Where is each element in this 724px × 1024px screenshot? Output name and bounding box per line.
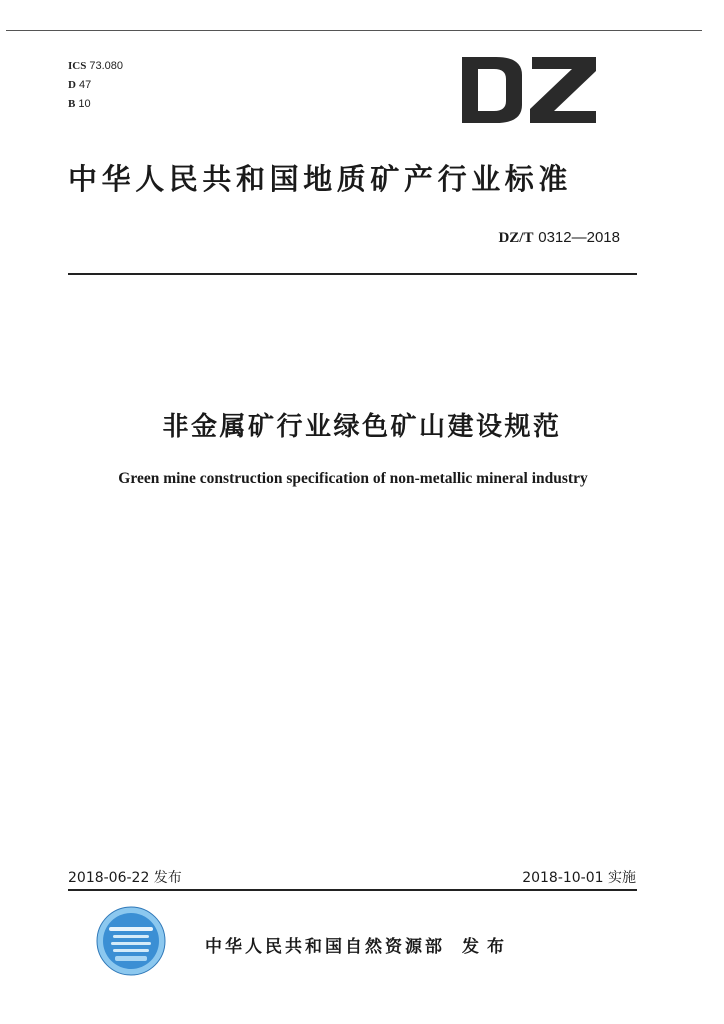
implementation-date: 2018-10-01 实施 <box>522 870 636 886</box>
other-code: B 10 <box>68 98 91 110</box>
dz-logo <box>460 55 598 125</box>
footer-divider <box>68 889 637 891</box>
issue-date: 2018-06-22 发布 <box>68 870 182 886</box>
ccs-code: D 47 <box>68 79 92 91</box>
standard-code: 0312—2018 <box>538 229 620 246</box>
document-title-en: Green mine construction specification of non-metallic mineral industry <box>118 470 588 487</box>
anti-counterfeit-seal <box>95 905 167 977</box>
dz-logo-d <box>462 57 522 123</box>
issuing-authority: 中华人民共和国自然资源部 <box>205 937 445 957</box>
standard-category-title: 中华人民共和国地质矿产行业标准 <box>68 162 573 196</box>
issue-label: 发布 <box>462 937 512 957</box>
header-divider <box>68 273 637 275</box>
dz-logo-z <box>530 57 596 123</box>
classification-codes <box>68 57 123 114</box>
document-title-cn: 非金属矿行业绿色矿山建设规范 <box>162 412 562 442</box>
standard-prefix: DZ/T <box>498 230 534 246</box>
top-rule <box>6 30 702 31</box>
ics-code: ICS 73.080 <box>68 60 123 72</box>
standard-number <box>498 228 620 247</box>
